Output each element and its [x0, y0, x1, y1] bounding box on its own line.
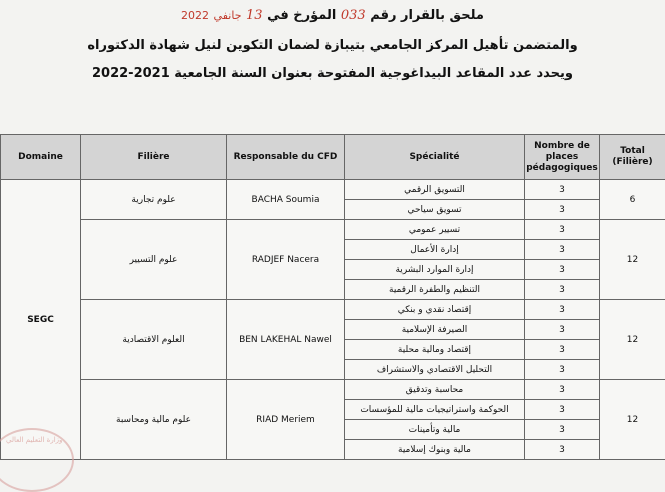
specialite-cell: إقتصاد نقدي و بنكي: [345, 300, 525, 320]
responsable-cell: RADJEF Nacera: [227, 220, 345, 300]
specialite-cell: إدارة الأعمال: [345, 240, 525, 260]
header-line-3: ويحدد عدد المقاعد البيداغوجية المفتوحة بعنوان السنة الجامعية 2021-2022: [0, 66, 665, 81]
places-cell: 3: [525, 420, 600, 440]
document-header: [0, 0, 665, 110]
specialite-cell: مالية وتأمينات: [345, 420, 525, 440]
total-cell: 12: [600, 220, 665, 300]
places-cell: 3: [525, 220, 600, 240]
specialite-cell: تسويق سياحي: [345, 200, 525, 220]
table-header-row: [1, 135, 665, 180]
table-row: [1, 380, 665, 400]
specialite-cell: إدارة الموارد البشرية: [345, 260, 525, 280]
table-row: [1, 220, 665, 240]
responsable-cell: RIAD Meriem: [227, 380, 345, 460]
header-dated-label: المؤرخ في: [267, 8, 336, 23]
official-stamp: [0, 428, 74, 492]
specialite-cell: التنظيم والطفرة الرقمية: [345, 280, 525, 300]
total-cell: 12: [600, 300, 665, 380]
header-decision-label: ملحق بالقرار رقم: [370, 8, 484, 23]
total-cell: 12: [600, 380, 665, 460]
table-row: [1, 300, 665, 320]
table-row: [1, 180, 665, 200]
decision-year: 2022: [181, 9, 209, 22]
specialite-cell: الحوكمة واستراتيجيات مالية للمؤسسات: [345, 400, 525, 420]
places-cell: 3: [525, 260, 600, 280]
specialite-cell: التسويق الرقمي: [345, 180, 525, 200]
places-cell: 3: [525, 280, 600, 300]
places-cell: 3: [525, 320, 600, 340]
specialite-cell: التحليل الاقتصادي والاستشراف: [345, 360, 525, 380]
stamp-text: وزارة التعليم العالي: [6, 436, 62, 444]
specialite-cell: الصيرفة الإسلامية: [345, 320, 525, 340]
specialite-cell: إقتصاد ومالية محلية: [345, 340, 525, 360]
places-cell: 3: [525, 380, 600, 400]
filiere-cell: علوم التسيير: [81, 220, 227, 300]
filiere-cell: العلوم الاقتصادية: [81, 300, 227, 380]
places-cell: 3: [525, 400, 600, 420]
places-cell: 3: [525, 300, 600, 320]
decision-day: 13: [246, 8, 263, 23]
places-table: [0, 134, 665, 460]
col-header-total: Total (Filière): [600, 135, 665, 180]
col-header-specialite: Spécialité: [345, 135, 525, 180]
decision-number: 033: [341, 8, 366, 23]
specialite-cell: تسيير عمومي: [345, 220, 525, 240]
total-cell: 6: [600, 180, 665, 220]
col-header-responsable: Responsable du CFD: [227, 135, 345, 180]
col-header-filiere: Filière: [81, 135, 227, 180]
header-line-2: والمتضمن تأهيل المركز الجامعي بتيبازة لضمان التكوين لنيل شهادة الدكتوراه: [0, 38, 665, 53]
header-line-1: [0, 8, 665, 23]
places-cell: 3: [525, 440, 600, 460]
places-cell: 3: [525, 340, 600, 360]
col-header-places: Nombre de places pédagogiques: [525, 135, 600, 180]
col-header-domaine: Domaine: [1, 135, 81, 180]
places-cell: 3: [525, 180, 600, 200]
responsable-cell: BEN LAKEHAL Nawel: [227, 300, 345, 380]
filiere-cell: علوم مالية ومحاسبة: [81, 380, 227, 460]
places-cell: 3: [525, 240, 600, 260]
specialite-cell: مالية وبنوك إسلامية: [345, 440, 525, 460]
places-cell: 3: [525, 200, 600, 220]
specialite-cell: محاسبة وتدقيق: [345, 380, 525, 400]
decision-month: جانفي: [214, 9, 242, 22]
domaine-cell: SEGC: [1, 180, 81, 460]
places-cell: 3: [525, 360, 600, 380]
filiere-cell: علوم تجارية: [81, 180, 227, 220]
responsable-cell: BACHA Soumia: [227, 180, 345, 220]
